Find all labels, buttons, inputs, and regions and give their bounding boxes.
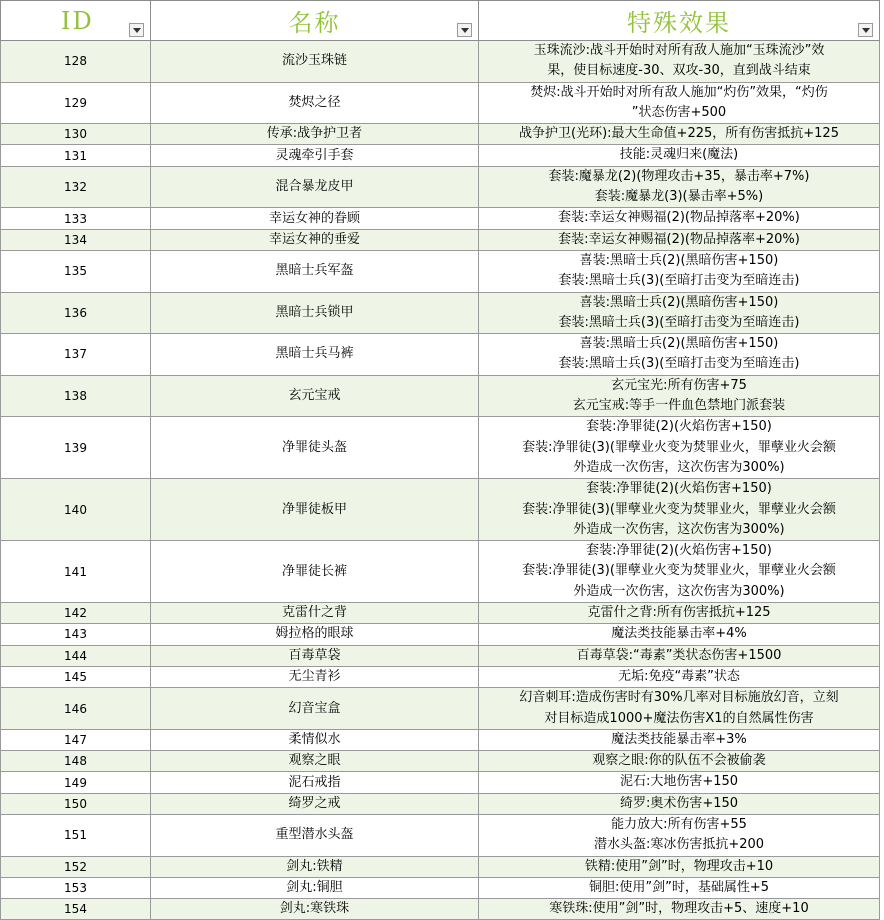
cell-name[interactable]: 重型潜水头盔 bbox=[151, 814, 479, 856]
table-row bbox=[1, 292, 880, 334]
table-row bbox=[1, 145, 880, 166]
cell-id[interactable]: 153 bbox=[1, 877, 151, 898]
effect-line: 套装:魔暴龙(2)(物理攻击+35，暴击率+7%) bbox=[548, 168, 810, 184]
cell-name[interactable]: 剑丸:铜胆 bbox=[151, 877, 479, 898]
effect-line: 套装:净罪徒(3)(罪孽业火变为焚罪业火，罪孽业火会额 bbox=[522, 501, 836, 517]
cell-name[interactable]: 绮罗之戒 bbox=[151, 793, 479, 814]
table-row bbox=[1, 856, 880, 877]
cell-effect[interactable] bbox=[479, 772, 880, 793]
cell-name[interactable]: 净罪徒头盔 bbox=[151, 417, 479, 479]
table-row bbox=[1, 899, 880, 920]
table-row bbox=[1, 603, 880, 624]
column-header-name-label: 名称 bbox=[288, 9, 341, 37]
effect-line: 观察之眼:你的队伍不会被偷袭 bbox=[592, 753, 766, 769]
effect-line: 喜装:黑暗士兵(2)(黑暗伤害+150) bbox=[579, 252, 779, 268]
column-header-effect bbox=[479, 1, 880, 41]
cell-effect[interactable] bbox=[479, 899, 880, 920]
effect-line: 套装:黑暗士兵(3)(至暗打击变为至暗连击) bbox=[558, 273, 800, 289]
table-row bbox=[1, 375, 880, 417]
table-row bbox=[1, 688, 880, 730]
cell-name[interactable]: 无尘青衫 bbox=[151, 666, 479, 687]
cell-effect[interactable] bbox=[479, 166, 880, 208]
cell-effect[interactable] bbox=[479, 793, 880, 814]
column-header-id bbox=[1, 1, 151, 41]
cell-effect[interactable] bbox=[479, 751, 880, 772]
effect-line: 套装:魔暴龙(3)(暴击率+5%) bbox=[594, 189, 764, 205]
cell-name[interactable]: 幸运女神的垂爱 bbox=[151, 229, 479, 250]
table-row bbox=[1, 645, 880, 666]
cell-id[interactable]: 154 bbox=[1, 899, 151, 920]
table-row bbox=[1, 624, 880, 645]
table-row bbox=[1, 334, 880, 376]
effect-line: 寒铁珠:使用”剑”时，物理攻击+5、速度+10 bbox=[549, 901, 809, 917]
cell-effect[interactable] bbox=[479, 417, 880, 479]
cell-effect[interactable] bbox=[479, 82, 880, 124]
cell-effect[interactable] bbox=[479, 145, 880, 166]
cell-name[interactable]: 幻音宝盒 bbox=[151, 688, 479, 730]
cell-id[interactable]: 131 bbox=[1, 145, 151, 166]
effect-line: 套装:净罪徒(3)(罪孽业火变为焚罪业火，罪孽业火会额 bbox=[522, 439, 836, 455]
cell-id[interactable]: 151 bbox=[1, 814, 151, 856]
effect-line: 对目标造成1000+魔法伤害X1的自然属性伤害 bbox=[544, 710, 814, 726]
effect-line: 外造成一次伤害，这次伤害为300%) bbox=[573, 459, 785, 475]
cell-id[interactable]: 142 bbox=[1, 603, 151, 624]
table-row bbox=[1, 250, 880, 292]
effect-line: 无垢:免疫“毒素”状态 bbox=[618, 668, 740, 684]
effect-line: 套装:净罪徒(2)(火焰伤害+150) bbox=[586, 419, 772, 435]
cell-name[interactable]: 剑丸:寒铁珠 bbox=[151, 899, 479, 920]
cell-id[interactable]: 137 bbox=[1, 334, 151, 376]
column-header-name bbox=[151, 1, 479, 41]
table-row bbox=[1, 877, 880, 898]
effect-line: 玄元宝戒:等手一件血色禁地门派套装 bbox=[572, 398, 786, 414]
cell-id[interactable]: 140 bbox=[1, 479, 151, 541]
cell-effect[interactable] bbox=[479, 877, 880, 898]
table-row bbox=[1, 729, 880, 750]
cell-name[interactable]: 混合暴龙皮甲 bbox=[151, 166, 479, 208]
table-body bbox=[1, 41, 880, 920]
cell-effect[interactable] bbox=[479, 856, 880, 877]
cell-effect[interactable] bbox=[479, 41, 880, 83]
table-row bbox=[1, 41, 880, 83]
cell-name[interactable]: 玄元宝戒 bbox=[151, 375, 479, 417]
cell-effect[interactable] bbox=[479, 624, 880, 645]
effect-line: 绮罗:奥术伤害+150 bbox=[619, 795, 739, 811]
cell-name[interactable]: 净罪徒板甲 bbox=[151, 479, 479, 541]
table-row bbox=[1, 541, 880, 603]
cell-name[interactable]: 黑暗士兵军盔 bbox=[151, 250, 479, 292]
effect-line: 铁精:使用”剑”时，物理攻击+10 bbox=[584, 858, 774, 874]
effect-line: 果，使目标速度-30、双攻-30，直到战斗结束 bbox=[547, 63, 811, 79]
cell-id[interactable]: 138 bbox=[1, 375, 151, 417]
column-header-id-label: ID bbox=[61, 6, 94, 35]
table-row bbox=[1, 82, 880, 124]
effect-line: 克雷什之背:所有伤害抵抗+125 bbox=[587, 605, 771, 621]
filter-dropdown-icon[interactable] bbox=[129, 23, 144, 37]
effect-line: 幻音刺耳:造成伤害时有30%几率对目标施放幻音，立刻 bbox=[519, 690, 839, 706]
table-row bbox=[1, 166, 880, 208]
effect-line: 泥石:大地伤害+150 bbox=[619, 774, 739, 790]
cell-effect[interactable] bbox=[479, 250, 880, 292]
cell-id[interactable]: 144 bbox=[1, 645, 151, 666]
header-row bbox=[1, 1, 880, 41]
cell-effect[interactable] bbox=[479, 729, 880, 750]
cell-name[interactable]: 克雷什之背 bbox=[151, 603, 479, 624]
cell-id[interactable]: 146 bbox=[1, 688, 151, 730]
cell-id[interactable]: 152 bbox=[1, 856, 151, 877]
table-row bbox=[1, 772, 880, 793]
effect-line: 焚烬:战斗开始时对所有敌人施加“灼伤”效果，“灼伤 bbox=[530, 84, 828, 100]
table-row bbox=[1, 793, 880, 814]
cell-effect[interactable] bbox=[479, 479, 880, 541]
column-header-effect-label: 特殊效果 bbox=[627, 9, 731, 37]
cell-effect[interactable] bbox=[479, 814, 880, 856]
cell-effect[interactable] bbox=[479, 208, 880, 229]
effect-line: 套装:黑暗士兵(3)(至暗打击变为至暗连击) bbox=[558, 314, 800, 330]
cell-id[interactable]: 145 bbox=[1, 666, 151, 687]
effect-line: 玄元宝光:所有伤害+75 bbox=[611, 377, 747, 393]
cell-name[interactable]: 观察之眼 bbox=[151, 751, 479, 772]
effect-line: 套装:净罪徒(2)(火焰伤害+150) bbox=[586, 543, 772, 559]
cell-effect[interactable] bbox=[479, 229, 880, 250]
cell-name[interactable]: 焚烬之径 bbox=[151, 82, 479, 124]
cell-id[interactable]: 150 bbox=[1, 793, 151, 814]
cell-id[interactable]: 128 bbox=[1, 41, 151, 83]
effect-line: 战争护卫(光环):最大生命值+225，所有伤害抵抗+125 bbox=[519, 126, 839, 142]
effect-line: 外造成一次伤害，这次伤害为300%) bbox=[573, 583, 785, 599]
effect-line: 能力放大:所有伤害+55 bbox=[611, 816, 747, 832]
cell-effect[interactable] bbox=[479, 603, 880, 624]
cell-id[interactable]: 133 bbox=[1, 208, 151, 229]
cell-name[interactable]: 幸运女神的眷顾 bbox=[151, 208, 479, 229]
cell-id[interactable]: 134 bbox=[1, 229, 151, 250]
cell-effect[interactable] bbox=[479, 334, 880, 376]
effect-line: ”状态伤害+500 bbox=[631, 104, 727, 120]
effect-line: 魔法类技能暴击率+4% bbox=[611, 626, 747, 642]
cell-effect[interactable] bbox=[479, 292, 880, 334]
cell-name[interactable]: 姆拉格的眼球 bbox=[151, 624, 479, 645]
effect-line: 喜装:黑暗士兵(2)(黑暗伤害+150) bbox=[579, 336, 779, 352]
effect-line: 技能:灵魂归来(魔法) bbox=[619, 147, 739, 163]
cell-name[interactable]: 黑暗士兵锁甲 bbox=[151, 292, 479, 334]
cell-name[interactable]: 黑暗士兵马裤 bbox=[151, 334, 479, 376]
cell-id[interactable]: 141 bbox=[1, 541, 151, 603]
cell-effect[interactable] bbox=[479, 541, 880, 603]
table-row bbox=[1, 124, 880, 145]
cell-id[interactable]: 148 bbox=[1, 751, 151, 772]
filter-dropdown-icon[interactable] bbox=[457, 23, 472, 37]
cell-name[interactable]: 柔情似水 bbox=[151, 729, 479, 750]
effect-line: 玉珠流沙:战斗开始时对所有敌人施加“玉珠流沙”效 bbox=[533, 43, 825, 58]
filter-dropdown-icon[interactable] bbox=[858, 23, 873, 37]
cell-id[interactable]: 129 bbox=[1, 82, 151, 124]
table-row bbox=[1, 417, 880, 479]
cell-name[interactable]: 流沙玉珠链 bbox=[151, 41, 479, 83]
table-row bbox=[1, 208, 880, 229]
cell-id[interactable]: 147 bbox=[1, 729, 151, 750]
effect-line: 套装:黑暗士兵(3)(至暗打击变为至暗连击) bbox=[558, 356, 800, 372]
cell-effect[interactable] bbox=[479, 666, 880, 687]
table-row bbox=[1, 666, 880, 687]
effect-line: 外造成一次伤害，这次伤害为300%) bbox=[573, 521, 785, 537]
effect-line: 套装:幸运女神赐福(2)(物品掉落率+20%) bbox=[558, 210, 800, 226]
cell-name[interactable]: 泥石戒指 bbox=[151, 772, 479, 793]
cell-name[interactable]: 剑丸:铁精 bbox=[151, 856, 479, 877]
effect-line: 百毒草袋:“毒素”类状态伤害+1500 bbox=[576, 647, 782, 663]
cell-id[interactable]: 139 bbox=[1, 417, 151, 479]
cell-effect[interactable] bbox=[479, 645, 880, 666]
cell-effect[interactable] bbox=[479, 375, 880, 417]
cell-id[interactable]: 149 bbox=[1, 772, 151, 793]
cell-effect[interactable] bbox=[479, 124, 880, 145]
cell-effect[interactable] bbox=[479, 688, 880, 730]
effect-line: 套装:幸运女神赐福(2)(物品掉落率+20%) bbox=[558, 231, 800, 247]
cell-id[interactable]: 143 bbox=[1, 624, 151, 645]
cell-name[interactable]: 传承:战争护卫者 bbox=[151, 124, 479, 145]
cell-name[interactable]: 百毒草袋 bbox=[151, 645, 479, 666]
cell-id[interactable]: 135 bbox=[1, 250, 151, 292]
effect-line: 套装:净罪徒(2)(火焰伤害+150) bbox=[586, 481, 772, 497]
table-row bbox=[1, 229, 880, 250]
effect-line: 铜胆:使用”剑”时，基础属性+5 bbox=[588, 879, 769, 895]
cell-name[interactable]: 灵魂牵引手套 bbox=[151, 145, 479, 166]
cell-id[interactable]: 136 bbox=[1, 292, 151, 334]
table-row bbox=[1, 479, 880, 541]
cell-id[interactable]: 132 bbox=[1, 166, 151, 208]
effect-line: 魔法类技能暴击率+3% bbox=[611, 731, 747, 747]
cell-id[interactable]: 130 bbox=[1, 124, 151, 145]
effect-line: 潜水头盔:寒冰伤害抵抗+200 bbox=[593, 837, 765, 853]
effect-line: 套装:净罪徒(3)(罪孽业火变为焚罪业火，罪孽业火会额 bbox=[522, 563, 836, 579]
effect-line: 喜装:黑暗士兵(2)(黑暗伤害+150) bbox=[579, 294, 779, 310]
cell-name[interactable]: 净罪徒长裤 bbox=[151, 541, 479, 603]
table-row bbox=[1, 814, 880, 856]
table-row bbox=[1, 751, 880, 772]
